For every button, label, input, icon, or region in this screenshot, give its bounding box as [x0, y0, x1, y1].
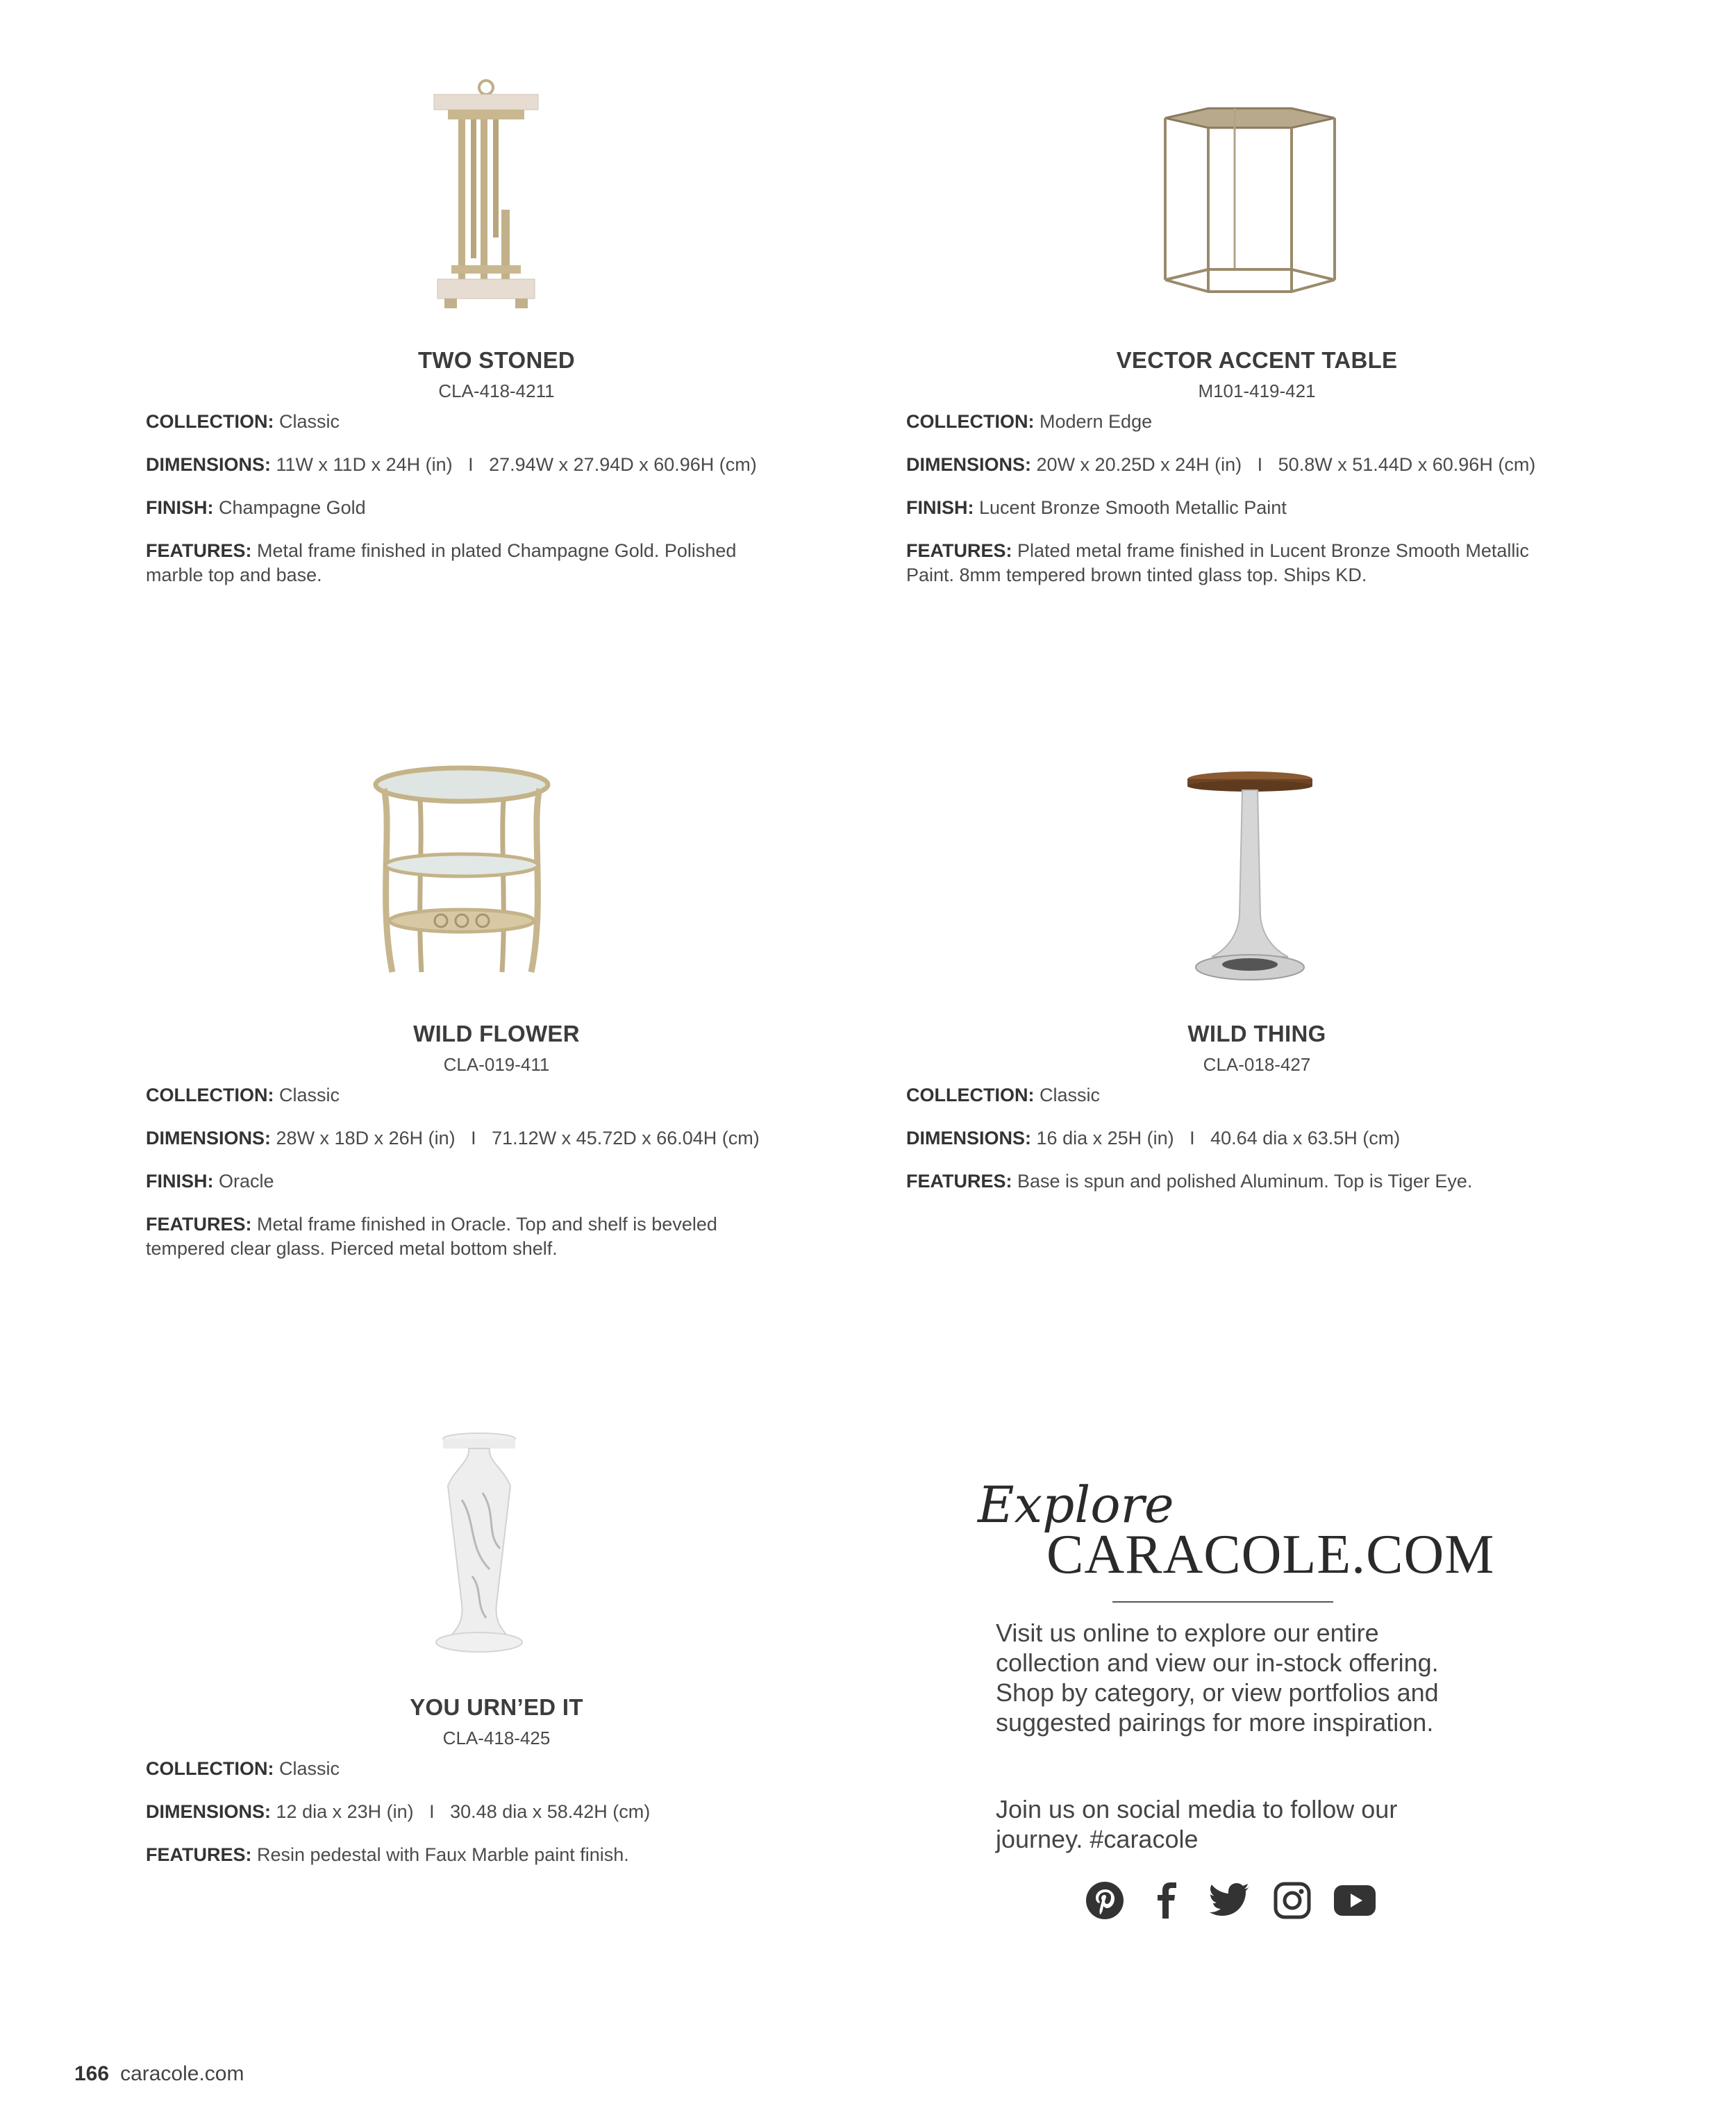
- spec-label: COLLECTION:: [146, 1085, 274, 1105]
- footer-site-link[interactable]: caracole.com: [120, 2062, 244, 2085]
- spec-value: Oracle: [219, 1171, 274, 1192]
- dimensions-spec: [146, 1126, 847, 1151]
- product-vector-accent-table: [906, 69, 1608, 597]
- spec-value: Modern Edge: [1040, 411, 1153, 432]
- wild-flower-image: [372, 764, 552, 986]
- spec-value: Metal frame finished in plated Champagne Gold. Polished marble top and base.: [146, 540, 737, 585]
- spec-value: Lucent Bronze Smooth Metallic Paint: [979, 497, 1287, 518]
- spec-value: Resin pedestal with Faux Marble paint finish.: [257, 1844, 629, 1865]
- product-name: WILD FLOWER: [413, 1021, 580, 1046]
- features-spec: [146, 1212, 771, 1261]
- product-code: M101-419-421: [1198, 381, 1316, 401]
- features-spec: [146, 539, 792, 587]
- dimensions-spec: [146, 1800, 847, 1824]
- spec-value: Plated metal frame finished in Lucent Bronze Smooth Metallic Paint. 8mm tempered brown tinted glass top. Ships KD.: [906, 540, 1529, 585]
- you-urned-it-image: [420, 1430, 538, 1666]
- spec-label: COLLECTION:: [906, 411, 1035, 432]
- spec-label: FINISH:: [146, 497, 214, 518]
- spec-label: DIMENSIONS:: [146, 1801, 272, 1822]
- dimensions-spec: [906, 453, 1608, 477]
- twitter-icon[interactable]: [1208, 1879, 1251, 1922]
- instagram-icon[interactable]: [1271, 1879, 1314, 1922]
- collection-spec: [906, 410, 1608, 434]
- spec-label: COLLECTION:: [146, 1758, 274, 1779]
- collection-spec: [146, 410, 847, 434]
- facebook-icon[interactable]: [1146, 1879, 1189, 1922]
- spec-value: Champagne Gold: [219, 497, 366, 518]
- spec-label: DIMENSIONS:: [906, 1128, 1032, 1148]
- social-links: [1083, 1879, 1376, 1922]
- vector-accent-table-image: [1146, 103, 1354, 304]
- spec-label: FEATURES:: [906, 1171, 1012, 1192]
- spec-label: COLLECTION:: [906, 1085, 1035, 1105]
- spec-label: FINISH:: [146, 1171, 214, 1192]
- product-you-urned-it: [146, 1417, 847, 1903]
- features-spec: [906, 539, 1573, 587]
- product-wild-flower: [146, 743, 847, 1285]
- spec-value: Classic: [279, 1758, 340, 1779]
- features-spec: [146, 1843, 792, 1867]
- spec-value: Classic: [279, 1085, 340, 1105]
- spec-label: FEATURES:: [146, 1844, 252, 1865]
- spec-label: DIMENSIONS:: [906, 454, 1032, 475]
- spec-label: FEATURES:: [146, 540, 252, 561]
- product-two-stoned: [146, 69, 847, 597]
- spec-value: Classic: [1040, 1085, 1101, 1105]
- collection-spec: [146, 1083, 847, 1108]
- spec-value: Classic: [279, 411, 340, 432]
- product-code: CLA-418-425: [442, 1728, 551, 1748]
- product-wild-thing: [906, 743, 1608, 1243]
- caracole-site-link[interactable]: CARACOLE.COM: [1046, 1524, 1495, 1585]
- pinterest-icon[interactable]: [1083, 1879, 1126, 1922]
- collection-spec: [146, 1757, 847, 1781]
- spec-label: DIMENSIONS:: [146, 454, 272, 475]
- spec-value: Metal frame finished in Oracle. Top and shelf is beveled tempered clear glass. Pierced metal bottom shelf.: [146, 1214, 717, 1259]
- spec-value: Base is spun and polished Aluminum. Top is Tiger Eye.: [1017, 1171, 1473, 1192]
- spec-value: 12 dia x 23H (in) I 30.48 dia x 58.42H (cm): [276, 1801, 651, 1822]
- collection-spec: [906, 1083, 1608, 1108]
- spec-label: COLLECTION:: [146, 411, 274, 432]
- dimensions-spec: [906, 1126, 1608, 1151]
- product-code: CLA-019-411: [443, 1054, 550, 1075]
- finish-spec: [906, 496, 1608, 520]
- spec-value: 16 dia x 25H (in) I 40.64 dia x 63.5H (cm): [1036, 1128, 1401, 1148]
- product-name: YOU URN’ED IT: [410, 1694, 583, 1720]
- divider: [1112, 1601, 1333, 1603]
- product-name: WILD THING: [1187, 1021, 1326, 1046]
- product-name: VECTOR ACCENT TABLE: [1116, 347, 1398, 373]
- social-paragraph: Join us on social media to follow our journey. #caracole: [996, 1795, 1398, 1853]
- wild-thing-image: [1170, 769, 1330, 988]
- two-stoned-image: [417, 78, 556, 317]
- features-spec: [906, 1169, 1573, 1194]
- spec-label: DIMENSIONS:: [146, 1128, 272, 1148]
- finish-spec: [146, 496, 847, 520]
- product-code: CLA-018-427: [1203, 1054, 1311, 1075]
- page-number: 166: [74, 2062, 110, 2085]
- spec-value: 28W x 18D x 26H (in) I 71.12W x 45.72D x 66.04H (cm): [276, 1128, 760, 1148]
- spec-label: FEATURES:: [146, 1214, 252, 1235]
- explore-heading: Explore: [978, 1476, 1174, 1534]
- page-footer: [74, 2062, 244, 2086]
- explore-paragraph: Visit us online to explore our entire collection and view our in-stock offering. Shop by category, or view portfolios and suggested pairings for more inspiration.: [996, 1619, 1439, 1737]
- spec-value: 11W x 11D x 24H (in) I 27.94W x 27.94D x 60.96H (cm): [276, 454, 757, 475]
- youtube-icon[interactable]: [1333, 1879, 1376, 1922]
- product-code: CLA-418-4211: [438, 381, 555, 401]
- spec-label: FEATURES:: [906, 540, 1012, 561]
- spec-value: 20W x 20.25D x 24H (in) I 50.8W x 51.44D x 60.96H (cm): [1036, 454, 1536, 475]
- dimensions-spec: [146, 453, 847, 477]
- spec-label: FINISH:: [906, 497, 974, 518]
- product-name: TWO STONED: [417, 347, 576, 373]
- finish-spec: [146, 1169, 847, 1194]
